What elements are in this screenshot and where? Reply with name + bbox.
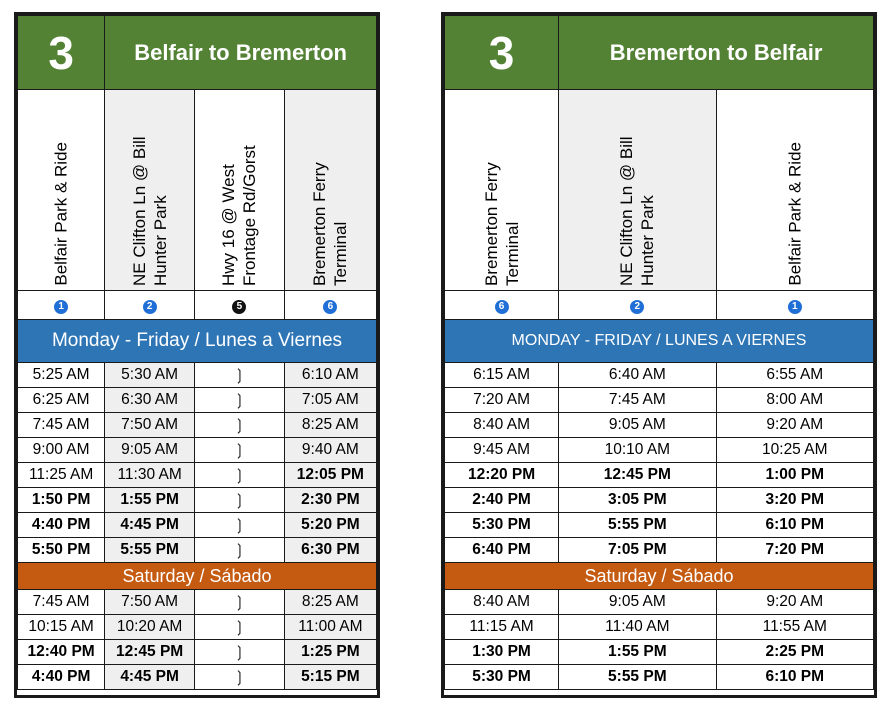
departure-time: 4:45 PM — [105, 513, 195, 538]
no-stop-icon: ❳ — [194, 665, 284, 690]
departure-time: 11:30 AM — [105, 463, 195, 488]
timetable-row — [445, 665, 874, 690]
timetable-row — [445, 640, 874, 665]
timetable-row — [18, 363, 377, 388]
departure-time: 6:10 AM — [284, 363, 376, 388]
departure-time: 10:10 AM — [559, 438, 716, 463]
stop-header — [716, 90, 873, 291]
departure-time: 5:15 PM — [284, 665, 376, 690]
timetable-row — [445, 615, 874, 640]
no-stop-icon: ❳ — [194, 615, 284, 640]
no-stop-icon: ❳ — [194, 363, 284, 388]
departure-time: 5:30 PM — [445, 665, 559, 690]
stop-marker-icon: 2 — [143, 300, 157, 314]
saturday-times — [18, 590, 377, 690]
departure-time: 7:45 AM — [559, 388, 716, 413]
timetable-row — [18, 538, 377, 563]
route-title: Belfair to Bremerton — [105, 16, 377, 90]
departure-time: 1:55 PM — [559, 640, 716, 665]
timetable-row — [445, 538, 874, 563]
stop-marker-icon: 1 — [54, 300, 68, 314]
departure-time: 5:55 PM — [105, 538, 195, 563]
timetable-row — [18, 513, 377, 538]
schedule-belfair-to-bremerton — [14, 12, 380, 698]
departure-time: 6:25 AM — [18, 388, 105, 413]
timetable-row — [18, 413, 377, 438]
departure-time: 3:20 PM — [716, 488, 873, 513]
departure-time: 7:20 AM — [445, 388, 559, 413]
departure-time: 6:40 AM — [559, 363, 716, 388]
schedule-bremerton-to-belfair — [441, 12, 877, 698]
departure-time: 7:50 AM — [105, 590, 195, 615]
no-stop-icon: ❳ — [194, 413, 284, 438]
departure-time: 7:45 AM — [18, 590, 105, 615]
stop-header — [445, 90, 559, 291]
departure-time: 7:50 AM — [105, 413, 195, 438]
weekday-times — [445, 363, 874, 563]
stop-header — [194, 90, 284, 291]
stop-marker-cell — [445, 291, 559, 320]
stop-marker-cell — [194, 291, 284, 320]
timetable-row — [18, 640, 377, 665]
stop-header — [284, 90, 376, 291]
stop-marker-icon: 5 — [232, 300, 246, 314]
departure-time: 1:30 PM — [445, 640, 559, 665]
stop-name: Belfair Park & Ride — [785, 142, 805, 286]
departure-time: 3:05 PM — [559, 488, 716, 513]
departure-time: 1:55 PM — [105, 488, 195, 513]
no-stop-icon: ❳ — [194, 513, 284, 538]
departure-time: 9:05 AM — [559, 590, 716, 615]
route-number: 3 — [18, 16, 105, 90]
timetable-row — [445, 438, 874, 463]
stop-marker-cell — [284, 291, 376, 320]
departure-time: 5:55 PM — [559, 665, 716, 690]
no-stop-icon: ❳ — [194, 438, 284, 463]
stop-name: Belfair Park & Ride — [51, 142, 71, 286]
departure-time: 8:40 AM — [445, 413, 559, 438]
timetable-row — [18, 388, 377, 413]
departure-time: 2:40 PM — [445, 488, 559, 513]
departure-time: 10:25 AM — [716, 438, 873, 463]
weekday-band: MONDAY - FRIDAY / LUNES A VIERNES — [445, 320, 874, 363]
no-stop-icon: ❳ — [194, 388, 284, 413]
timetable-row — [445, 463, 874, 488]
timetable-row — [445, 488, 874, 513]
departure-time: 5:30 AM — [105, 363, 195, 388]
departure-time: 8:40 AM — [445, 590, 559, 615]
departure-time: 12:40 PM — [18, 640, 105, 665]
stop-marker-cell — [105, 291, 195, 320]
route-title: Bremerton to Belfair — [559, 16, 874, 90]
departure-time: 11:25 AM — [18, 463, 105, 488]
departure-time: 4:40 PM — [18, 665, 105, 690]
departure-time: 6:40 PM — [445, 538, 559, 563]
stop-marker-icon: 6 — [495, 300, 509, 314]
departure-time: 12:05 PM — [284, 463, 376, 488]
departure-time: 11:15 AM — [445, 615, 559, 640]
departure-time: 5:50 PM — [18, 538, 105, 563]
departure-time: 11:55 AM — [716, 615, 873, 640]
no-stop-icon: ❳ — [194, 463, 284, 488]
departure-time: 6:10 PM — [716, 665, 873, 690]
departure-time: 9:40 AM — [284, 438, 376, 463]
departure-time: 9:20 AM — [716, 590, 873, 615]
departure-time: 2:25 PM — [716, 640, 873, 665]
departure-time: 5:20 PM — [284, 513, 376, 538]
timetable-row — [445, 388, 874, 413]
timetable-row — [18, 615, 377, 640]
timetable-row — [18, 438, 377, 463]
timetable-row — [445, 363, 874, 388]
departure-time: 6:55 AM — [716, 363, 873, 388]
departure-time: 8:25 AM — [284, 413, 376, 438]
timetable-row — [445, 413, 874, 438]
timetable-row — [18, 590, 377, 615]
departure-time: 1:00 PM — [716, 463, 873, 488]
saturday-band: Saturday / Sábado — [445, 563, 874, 590]
departure-time: 6:10 PM — [716, 513, 873, 538]
saturday-band: Saturday / Sábado — [18, 563, 377, 590]
departure-time: 2:30 PM — [284, 488, 376, 513]
departure-time: 8:25 AM — [284, 590, 376, 615]
departure-time: 10:15 AM — [18, 615, 105, 640]
departure-time: 12:20 PM — [445, 463, 559, 488]
no-stop-icon: ❳ — [194, 590, 284, 615]
stop-header — [18, 90, 105, 291]
timetable-row — [445, 590, 874, 615]
stop-name: Hwy 16 @ West Frontage Rd/Gorst — [219, 145, 260, 286]
departure-time: 5:55 PM — [559, 513, 716, 538]
departure-time: 9:05 AM — [105, 438, 195, 463]
departure-time: 9:20 AM — [716, 413, 873, 438]
stop-header — [559, 90, 716, 291]
stop-name: Bremerton Ferry Terminal — [481, 162, 522, 286]
stop-name: NE Clifton Ln @ Bill Hunter Park — [617, 136, 658, 286]
stop-name: NE Clifton Ln @ Bill Hunter Park — [129, 136, 170, 286]
departure-time: 11:00 AM — [284, 615, 376, 640]
stop-marker-icon: 1 — [788, 300, 802, 314]
departure-time: 9:45 AM — [445, 438, 559, 463]
stop-marker-cell — [716, 291, 873, 320]
stop-name: Bremerton Ferry Terminal — [310, 162, 351, 286]
departure-time: 7:05 PM — [559, 538, 716, 563]
timetable-row — [18, 463, 377, 488]
departure-time: 9:00 AM — [18, 438, 105, 463]
route-number: 3 — [445, 16, 559, 90]
departure-time: 7:45 AM — [18, 413, 105, 438]
no-stop-icon: ❳ — [194, 640, 284, 665]
timetable-row — [18, 488, 377, 513]
no-stop-icon: ❳ — [194, 488, 284, 513]
departure-time: 8:00 AM — [716, 388, 873, 413]
weekday-times — [18, 363, 377, 563]
departure-time: 6:30 PM — [284, 538, 376, 563]
saturday-times — [445, 590, 874, 690]
departure-time: 11:40 AM — [559, 615, 716, 640]
timetable-row — [445, 513, 874, 538]
stop-marker-cell — [18, 291, 105, 320]
departure-time: 4:45 PM — [105, 665, 195, 690]
departure-time: 7:05 AM — [284, 388, 376, 413]
departure-time: 7:20 PM — [716, 538, 873, 563]
departure-time: 6:15 AM — [445, 363, 559, 388]
departure-time: 1:50 PM — [18, 488, 105, 513]
departure-time: 10:20 AM — [105, 615, 195, 640]
departure-time: 9:05 AM — [559, 413, 716, 438]
stop-marker-cell — [559, 291, 716, 320]
departure-time: 6:30 AM — [105, 388, 195, 413]
timetable-row — [18, 665, 377, 690]
no-stop-icon: ❳ — [194, 538, 284, 563]
weekday-band: Monday - Friday / Lunes a Viernes — [18, 320, 377, 363]
departure-time: 12:45 PM — [105, 640, 195, 665]
stop-marker-icon: 2 — [630, 300, 644, 314]
departure-time: 5:25 AM — [18, 363, 105, 388]
departure-time: 1:25 PM — [284, 640, 376, 665]
departure-time: 12:45 PM — [559, 463, 716, 488]
departure-time: 4:40 PM — [18, 513, 105, 538]
departure-time: 5:30 PM — [445, 513, 559, 538]
stop-marker-icon: 6 — [323, 300, 337, 314]
stop-header — [105, 90, 195, 291]
